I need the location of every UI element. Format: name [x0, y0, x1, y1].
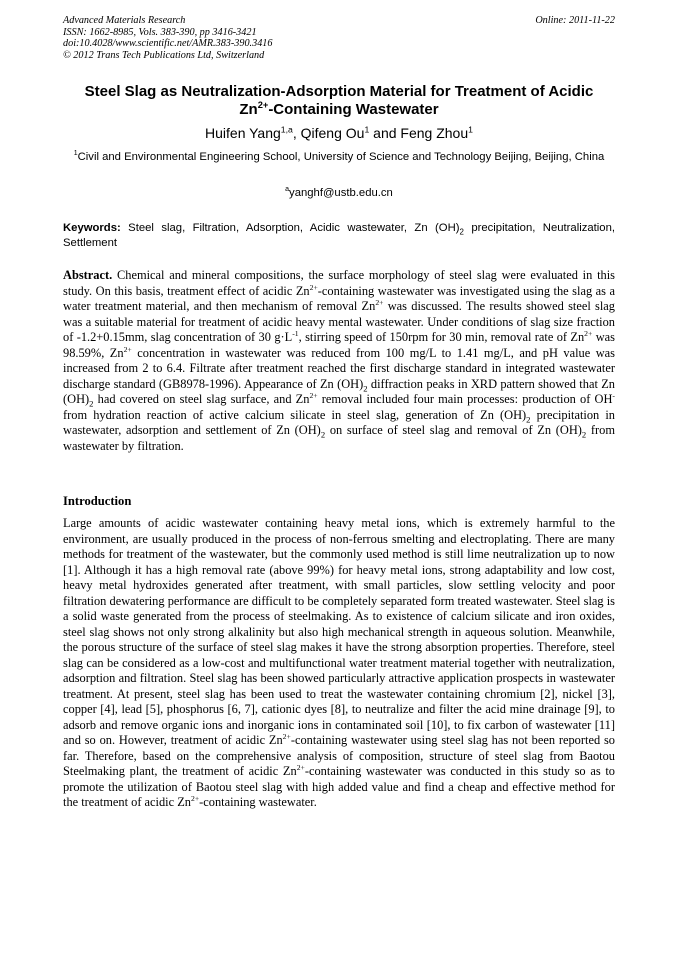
abstract-seg: had covered on steel slag surface, and Zn	[93, 392, 310, 406]
title-zn: Zn	[239, 101, 258, 118]
abstract-unit-exponent: -1	[292, 328, 299, 338]
intro-charge: 2+	[296, 762, 305, 772]
author-3: Feng Zhou	[400, 125, 469, 141]
intro-seg: -containing wastewater.	[199, 795, 317, 809]
author-sep-1: ,	[292, 125, 301, 141]
abstract-sub: 2	[581, 429, 587, 440]
abstract-seg: precipitation in wastewater, adsorption and settlement of Zn (OH)	[63, 407, 615, 437]
abstract-sub: 2	[89, 398, 94, 409]
title-charge: 2+	[257, 100, 269, 110]
abstract-seg: Chemical and mineral compositions, the surface morphology of steel slag were evaluated in this study. On this basis, treatment effect of acidic Zn	[63, 268, 615, 298]
intro-charge: 2+	[190, 793, 200, 803]
abstract-seg: removal included four main processes: production of OH	[317, 392, 613, 406]
author-3-affil: 1	[468, 124, 473, 135]
abstract-seg: on surface of steel slag and removal of Zn (OH)	[325, 423, 582, 437]
title-line-1: Steel Slag as Neutralization-Adsorption Material for Treatment of Acidic	[84, 83, 594, 100]
abstract-seg: -containing wastewater was investigated using the slag as a water treatment material, and then mechanism of removal Zn	[63, 283, 615, 313]
affiliation-text: Civil and Environmental Engineering School, University of Science and Technology Beijing, Beijing, China	[77, 151, 605, 163]
abstract-seg: from hydration reaction of active calcium silicate in steel slag, generation of Zn (OH)	[63, 407, 527, 422]
author-sep-2: and	[369, 125, 401, 141]
abstract-seg: was 98.59%, Zn	[63, 330, 615, 360]
journal-name: Advanced Materials Research	[63, 15, 186, 26]
abstract-seg: was discussed. The results showed steel slag was a suitable material for treatment of acidic heavy mental wastewater. Under conditions of slag size fraction of -1.2+0.15mm, slag concentration of 30 g·L	[63, 299, 615, 344]
abstract-sub: 2	[363, 382, 368, 393]
abstract-charge: 2+	[123, 344, 132, 354]
intro-charge: 2+	[282, 731, 291, 741]
keywords-label: Keywords:	[63, 222, 121, 234]
abstract-sub: 2	[320, 429, 326, 440]
introduction-heading: Introduction	[63, 494, 132, 508]
email-address: yanghf@ustb.edu.cn	[289, 187, 393, 199]
abstract-oh-charge: -	[612, 390, 615, 400]
intro-seg: -containing wastewater was conducted in this study so as to promote the utilization of Baotou steel slag with high added value and find a cheap and effective method for the treatment of acidic Zn	[63, 764, 615, 809]
abstract-charge: 2+	[375, 297, 384, 307]
online-date: Online: 2011-11-22	[535, 15, 615, 26]
author-2: Qifeng Ou	[300, 125, 365, 141]
keywords-text-1: Steel slag, Filtration, Adsorption, Acidic wastewater, Zn (OH)	[120, 222, 460, 234]
keywords	[63, 221, 615, 250]
abstract-seg: diffraction peaks in XRD pattern showed that Zn (OH)	[63, 376, 615, 406]
copyright-line: © 2012 Trans Tech Publications Ltd, Switzerland	[63, 49, 265, 61]
affiliation	[70, 150, 608, 165]
abstract-seg: from wastewater by filtration.	[63, 423, 616, 453]
abstract-seg: , stirring speed of 150rpm for 30 min, removal rate of Zn	[298, 330, 585, 344]
abstract-charge: 2+	[309, 390, 318, 400]
affiliation-marker: 1	[73, 150, 78, 158]
author-2-affil: 1	[364, 124, 370, 135]
title-line-2	[40, 101, 638, 119]
issn-line: ISSN: 1662-8985, Vols. 383-390, pp 3416-3421	[63, 26, 257, 38]
abstract-label: Abstract.	[63, 268, 113, 282]
abstract	[63, 268, 615, 454]
email-line	[40, 186, 638, 200]
abstract-sub: 2	[526, 413, 531, 424]
author-1: Huifen Yang	[205, 125, 281, 141]
keywords-sub: 2	[459, 227, 464, 237]
email-marker: a	[285, 186, 290, 194]
journal-header	[63, 15, 615, 61]
abstract-charge: 2+	[584, 328, 593, 338]
title-line-2-rest: -Containing Wastewater	[268, 101, 439, 118]
abstract-seg: concentration in wastewater was reduced from 100 mg/L to 1.41 mg/L, and pH value was increased from 2 to 6.4. Filtrate after treatment reached the first discharge standard in integrated wastewater discharge standard (GB8978-1996). Appearance of Zn (OH)	[63, 345, 615, 391]
intro-seg: -containing wastewater using steel slag has not been reported so far. Therefore, based on the comprehensive analysis of composition, structure of steel slag from Baotou Steelmaking plant, the treatment of acidic Zn	[63, 733, 615, 778]
doi-line: doi:10.4028/www.scientific.net/AMR.383-390.3416	[63, 38, 273, 49]
keywords-text-2: precipitation, Neutralization, Settlement	[63, 222, 615, 249]
intro-seg: Large amounts of acidic wastewater containing heavy metal ions, which is extremely harmful to the environment, are usually produced in the process of non-ferrous smelting and electroplating. There are many methods for treatment of the wastewater, but the commonly used method is still lime neutralization up to now [1]. Although it has a high removal rate (above 99%) for heavy metal ions, strong adaptability and low cost, heavy metal hydroxides generated after treatment, with small particles, slow settling velocity and poor filtration dewatering performance are difficult to be completely separated form treated wastewater. Steel slag is a solid waste generated from the process of steelmaking. As to existence of calcium silicate and iron oxides, steel slag shows not only strong alkalinity but also high mechanical strength in aqueous solution. Meanwhile, the porous structure of the surface of steel slag makes it have the strong absorption properties. Therefore, steel slag can be considered as a low-cost and multifunctional water treatment material together with neutralization, adsorption and filtration. Steel slag has been showed particularly attractive application prospects in wastewater treatment. At present, steel slag has been used to treat the wastewater containing chromium [2], nickel [3], copper [4], lead [5], phosphorus [6, 7], cationic dyes [8], to neutralize and filter the acid mine drainage [9], to adsorb and remove organic ions and inorganic ions in contaminated soil [10], to fix carbon of wastewater [11] and so on. However, treatment of acidic Zn	[63, 516, 615, 747]
introduction-body	[63, 516, 615, 811]
abstract-charge: 2+	[309, 282, 318, 292]
author-list	[40, 125, 638, 142]
paper-title	[40, 83, 638, 119]
author-1-affil: 1,a	[280, 124, 293, 135]
